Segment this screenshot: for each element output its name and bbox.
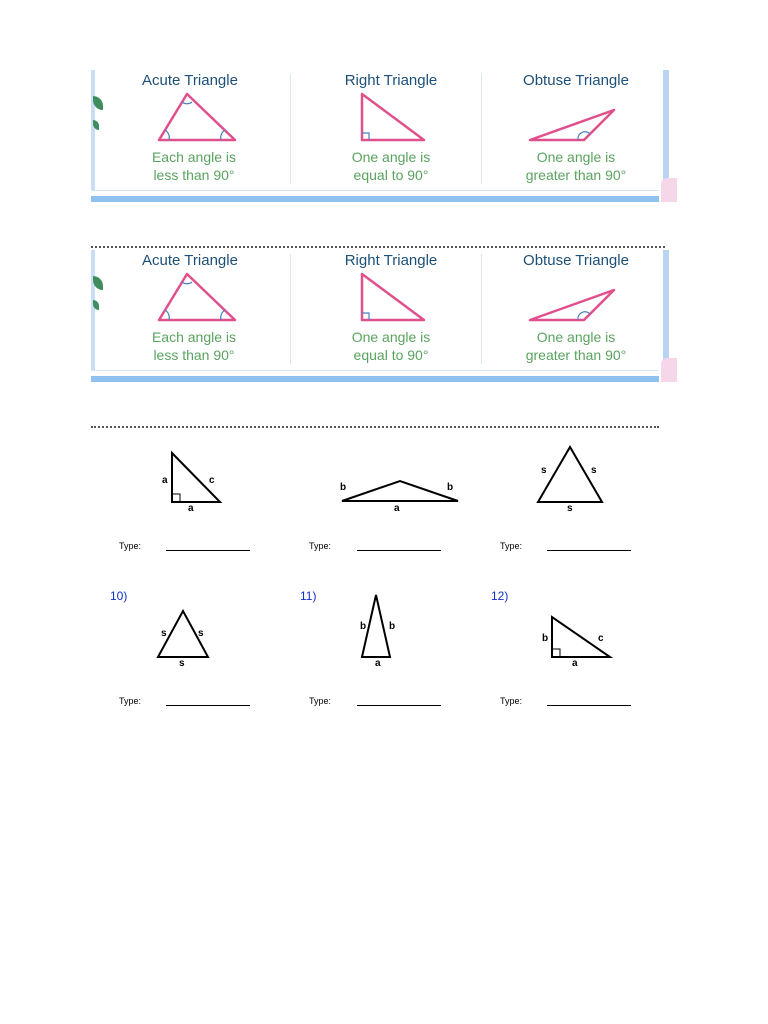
right-triangle-figure bbox=[548, 614, 614, 660]
caption-line: Each angle is bbox=[151, 329, 237, 345]
right-triangle-figure bbox=[160, 448, 230, 508]
caption-line: less than 90° bbox=[153, 347, 235, 363]
acute-triangle-icon bbox=[155, 270, 239, 324]
acute-triangle-title: Acute Triangle bbox=[142, 252, 238, 269]
column-divider bbox=[290, 74, 291, 184]
side-label: b bbox=[447, 482, 454, 493]
panel-bottom-line bbox=[91, 370, 659, 371]
obtuse-triangle-title: Obtuse Triangle bbox=[523, 72, 629, 89]
caption-line: One angle is bbox=[536, 329, 616, 345]
obtuse-triangle-title: Obtuse Triangle bbox=[523, 252, 629, 269]
acute-triangle-title: Acute Triangle bbox=[142, 72, 238, 89]
side-label: s bbox=[591, 465, 597, 476]
type-label: Type: bbox=[119, 696, 142, 706]
caption-line: greater than 90° bbox=[525, 167, 627, 183]
side-label: s bbox=[161, 628, 167, 639]
answer-line[interactable] bbox=[357, 705, 441, 706]
side-label: b bbox=[542, 633, 549, 644]
caption-line: One angle is bbox=[536, 149, 616, 165]
obtuse-triangle-icon bbox=[526, 270, 622, 324]
column-divider bbox=[290, 254, 291, 364]
caption-line: Each angle is bbox=[151, 149, 237, 165]
right-triangle-title: Right Triangle bbox=[344, 252, 438, 269]
type-label: Type: bbox=[119, 541, 142, 551]
side-label: a bbox=[394, 503, 400, 514]
type-label: Type: bbox=[500, 541, 523, 551]
side-label: c bbox=[598, 633, 604, 644]
side-label: b bbox=[360, 621, 367, 632]
type-label: Type: bbox=[309, 541, 332, 551]
caption-line: equal to 90° bbox=[353, 167, 429, 183]
answer-line[interactable] bbox=[357, 550, 441, 551]
right-triangle-icon bbox=[356, 90, 430, 144]
side-label: b bbox=[389, 621, 396, 632]
right-triangle-icon bbox=[356, 270, 430, 324]
side-label: s bbox=[198, 628, 204, 639]
triangle-types-panel-1 bbox=[91, 70, 677, 204]
triangle-types-panel-2 bbox=[91, 250, 677, 384]
acute-triangle-caption bbox=[99, 148, 289, 184]
type-label: Type: bbox=[500, 696, 523, 706]
type-label: Type: bbox=[309, 696, 332, 706]
exercise-number: 11) bbox=[300, 589, 317, 603]
side-label: s bbox=[567, 503, 573, 514]
answer-line[interactable] bbox=[547, 705, 631, 706]
answer-line[interactable] bbox=[547, 550, 631, 551]
side-label: s bbox=[541, 465, 547, 476]
dotted-separator bbox=[91, 246, 665, 248]
caption-line: equal to 90° bbox=[353, 347, 429, 363]
panel-bottom-bar bbox=[91, 196, 659, 202]
right-triangle-caption bbox=[296, 328, 486, 364]
obtuse-triangle-caption bbox=[481, 328, 671, 364]
dotted-separator bbox=[91, 426, 659, 428]
panel-bottom-bar bbox=[91, 376, 659, 382]
exercise-number: 12) bbox=[491, 589, 509, 603]
obtuse-triangle-icon bbox=[526, 90, 622, 144]
exercise-number: 10) bbox=[110, 589, 128, 603]
right-triangle-caption bbox=[296, 148, 486, 184]
acute-triangle-icon bbox=[155, 90, 239, 144]
panel-bottom-line bbox=[91, 190, 659, 191]
side-label: b bbox=[340, 482, 347, 493]
caption-line: One angle is bbox=[351, 149, 431, 165]
acute-triangle-caption bbox=[99, 328, 289, 364]
caption-line: less than 90° bbox=[153, 167, 235, 183]
side-label: c bbox=[209, 475, 215, 486]
side-label: a bbox=[572, 658, 578, 669]
answer-line[interactable] bbox=[166, 705, 250, 706]
obtuse-isosceles-figure bbox=[340, 476, 460, 506]
side-label: a bbox=[188, 503, 194, 514]
answer-line[interactable] bbox=[166, 550, 250, 551]
obtuse-triangle-caption bbox=[481, 148, 671, 184]
caption-line: greater than 90° bbox=[525, 347, 627, 363]
caption-line: One angle is bbox=[351, 329, 431, 345]
side-label: a bbox=[375, 658, 381, 669]
right-triangle-title: Right Triangle bbox=[344, 72, 438, 89]
side-label: s bbox=[179, 658, 185, 669]
side-label: a bbox=[162, 475, 168, 486]
